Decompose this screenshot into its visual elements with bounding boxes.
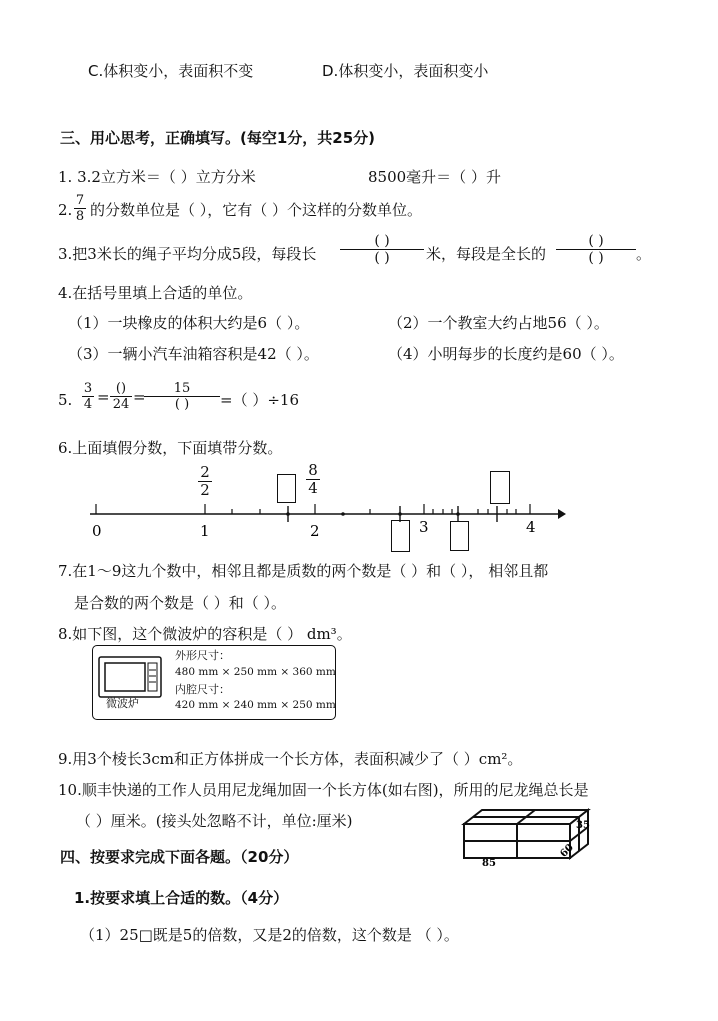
q3-blank-fraction-2 <box>556 234 636 265</box>
q6-tick-label-2: 2 <box>310 522 320 540</box>
q4-row2-a: （3）一辆小汽车油箱容积是42（ ）。 <box>68 345 319 363</box>
q4-row1-a: （1）一块橡皮的体积大约是6（ ）。 <box>68 314 310 332</box>
option-d: D.体积变小，表面积变小 <box>322 62 489 80</box>
q10-line-b: （ ）厘米。(接头处忽略不计，单位:厘米) <box>76 812 353 830</box>
q6-tick-label-3: 3 <box>419 518 429 536</box>
q6-number-line <box>0 490 718 570</box>
q5-f2-den: 24 <box>112 397 130 412</box>
q2-frac-numerator: 7 <box>75 193 85 208</box>
section4-sub1: 1.按要求填上合适的数。（4分） <box>74 889 289 907</box>
q3-blank-den-1: ( ) <box>374 250 390 266</box>
q5-f2-num: () <box>115 381 127 396</box>
q7-line-a: 7.在1～9这九个数中，相邻且都是质数的两个数是（ ）和（ ）， 相邻且都 <box>58 562 549 580</box>
q8-outer-dims: 480 mm × 250 mm × 360 mm <box>175 666 336 678</box>
q5-f3-den: ( ) <box>174 397 190 412</box>
q5-equals-2: = <box>133 388 146 406</box>
q6-label-8-4-num: 8 <box>308 461 318 479</box>
q5-equals-1: = <box>97 388 110 406</box>
q5-f1-num: 3 <box>83 381 93 396</box>
q3-blank-fraction-1 <box>340 234 424 265</box>
q3-blank-num-1: ( ) <box>374 233 390 249</box>
section4-sub1-q1: （1）25□既是5的倍数，又是2的倍数，这个数是 （ ）。 <box>80 926 459 944</box>
q3-blank-den-2: ( ) <box>588 250 604 266</box>
q7-line-b: 是合数的两个数是（ ）和（ ）。 <box>74 594 287 612</box>
q6-label-2-2-num: 2 <box>200 463 210 481</box>
q6-title: 6.上面填假分数，下面填带分数。 <box>58 439 283 457</box>
q3-text-a: 3.把3米长的绳子平均分成5段，每段长 <box>58 245 317 263</box>
q8-microwave-caption: 微波炉 <box>106 697 139 710</box>
q4-row2-b: （4）小明每步的长度约是60（ ）。 <box>388 345 624 363</box>
q5-tail: =（ ）÷16 <box>220 391 299 409</box>
q5-number: 5. <box>58 391 73 409</box>
q10-dim-depth: 60 <box>558 842 576 860</box>
q2-fraction <box>74 194 86 223</box>
q3-blank-num-2: ( ) <box>588 233 604 249</box>
q2-number: 2. <box>58 201 73 219</box>
q6-tick-label-1: 1 <box>200 522 210 540</box>
q8-question: 8.如下图，这个微波炉的容积是（ ） dm³。 <box>58 625 352 643</box>
q6-tick-label-4: 4 <box>526 518 536 536</box>
option-c: C.体积变小，表面积不变 <box>88 62 254 80</box>
q5-fraction-2 <box>110 382 132 411</box>
q9-question: 9.用3个棱长3cm和正方体拼成一个长方体，表面积减少了（ ）cm²。 <box>58 750 523 768</box>
q10-box-figure <box>460 806 600 869</box>
q5-f3-num: 15 <box>173 381 191 396</box>
q6-label-8-4-den: 4 <box>308 479 318 497</box>
q4-row1-b: （2）一个教室大约占地56（ ）。 <box>388 314 609 332</box>
q6-tick-label-0: 0 <box>92 522 102 540</box>
q8-inner-label: 内腔尺寸： <box>175 683 230 696</box>
q5-f1-den: 4 <box>83 397 93 412</box>
q4-title: 4.在括号里填上合适的单位。 <box>58 284 253 302</box>
q6-label-2-2-den: 2 <box>200 481 210 499</box>
q10-line-a: 10.顺丰快递的工作人员用尼龙绳加固一个长方体(如右图)，所用的尼龙绳总长是 <box>58 781 589 799</box>
section4-title: 四、按要求完成下面各题。（20分） <box>60 848 299 866</box>
q3-text-b: 米，每段是全长的 <box>426 245 547 263</box>
q8-inner-dims: 420 mm × 240 mm × 250 mm <box>175 699 336 711</box>
q8-outer-label: 外形尺寸： <box>175 649 230 662</box>
q5-fraction-3 <box>144 382 220 411</box>
q5-fraction-1 <box>82 382 94 411</box>
q1-part-b: 8500毫升＝（ ）升 <box>368 168 501 186</box>
section3-title: 三、用心思考，正确填写。(每空1分，共25分) <box>60 129 376 147</box>
q1-part-a: 1. 3.2立方米＝（ ）立方分米 <box>58 168 256 186</box>
q10-dim-height: 35 <box>576 820 590 831</box>
q10-dim-width: 85 <box>482 858 496 869</box>
q2-text: 的分数单位是（ ），它有（ ）个这样的分数单位。 <box>90 201 423 219</box>
q2-frac-denominator: 8 <box>75 209 85 224</box>
q3-text-c: 。 <box>636 245 652 263</box>
